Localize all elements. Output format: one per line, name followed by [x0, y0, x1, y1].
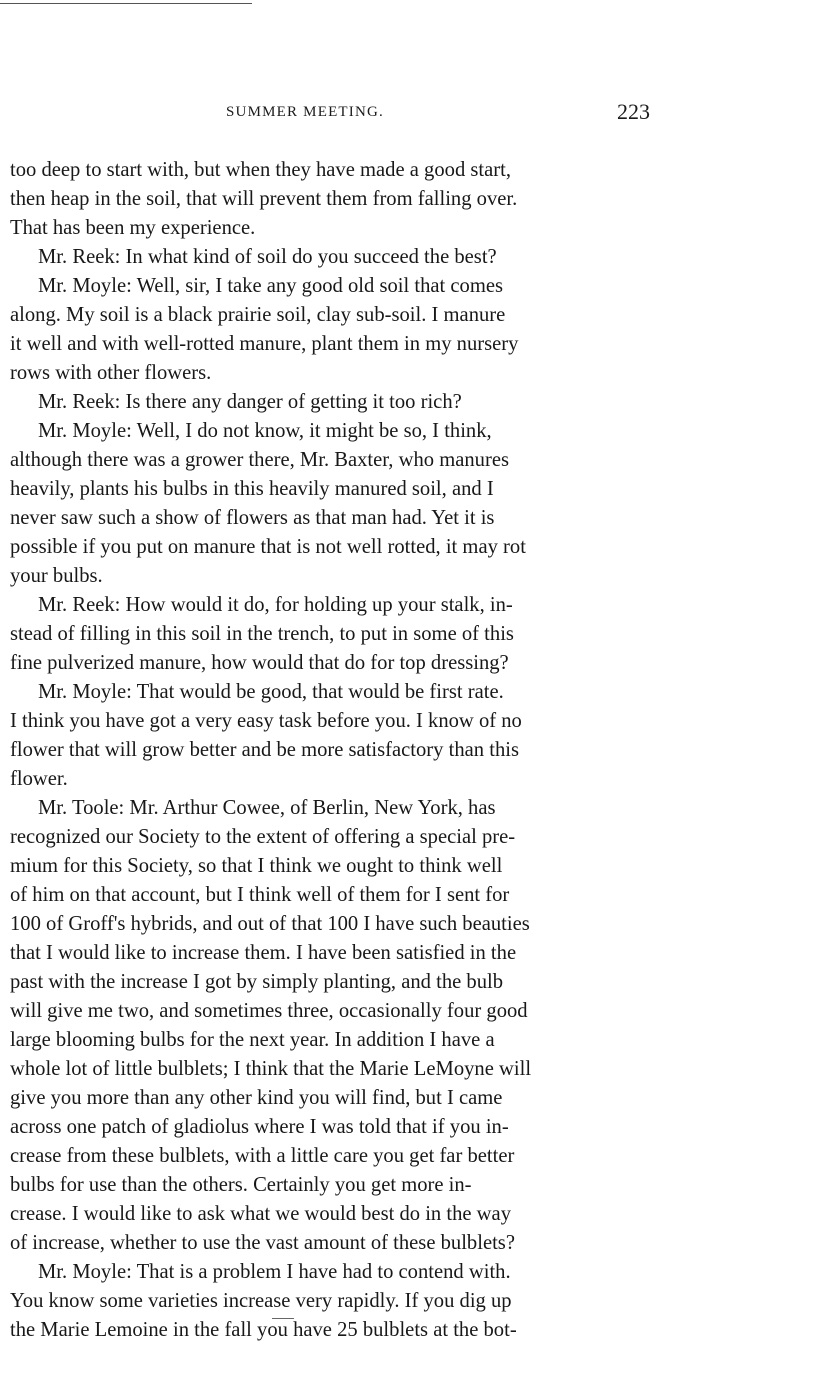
- text-line: heavily, plants his bulbs in this heavily manured soil, and I: [10, 478, 494, 500]
- text-line: mium for this Society, so that I think we ought to think well: [10, 855, 503, 877]
- page-number: 223: [617, 99, 650, 124]
- text-line: of him on that account, but I think well of them for I sent for: [10, 884, 510, 906]
- text-line: bulbs for use than the others. Certainly you get more in-: [10, 1174, 472, 1196]
- text-line: Mr. Reek: Is there any danger of getting it too rich?: [38, 391, 462, 413]
- running-head: SUMMER MEETING.: [226, 104, 385, 120]
- text-line: your bulbs.: [10, 565, 103, 587]
- text-line: possible if you put on manure that is not well rotted, it may rot: [10, 536, 526, 558]
- text-line: stead of filling in this soil in the trench, to put in some of this: [10, 623, 514, 645]
- page-header: [0, 99, 831, 130]
- text-line: Mr. Moyle: That would be good, that would be first rate.: [38, 681, 504, 703]
- text-line: whole lot of little bulblets; I think that the Marie LeMoyne will: [10, 1058, 532, 1080]
- body-text: [10, 156, 670, 1345]
- text-line: that I would like to increase them. I have been satisfied in the: [10, 942, 517, 964]
- text-line: will give me two, and sometimes three, occasionally four good: [10, 1000, 528, 1022]
- text-line: You know some varieties increase very rapidly. If you dig up: [10, 1290, 512, 1312]
- text-line: it well and with well-rotted manure, plant them in my nursery: [10, 333, 519, 355]
- bottom-dash-mark: [272, 1318, 294, 1319]
- text-line: of increase, whether to use the vast amount of these bulblets?: [10, 1232, 515, 1254]
- text-line: give you more than any other kind you will find, but I came: [10, 1087, 503, 1109]
- text-line: never saw such a show of flowers as that man had. Yet it is: [10, 507, 495, 529]
- text-line: across one patch of gladiolus where I was told that if you in-: [10, 1116, 509, 1138]
- text-line: Mr. Moyle: Well, I do not know, it might be so, I think,: [38, 420, 492, 442]
- text-line: Mr. Toole: Mr. Arthur Cowee, of Berlin, New York, has: [38, 797, 496, 819]
- text-line: Mr. Moyle: That is a problem I have had to contend with.: [38, 1261, 511, 1283]
- text-line: Mr. Reek: In what kind of soil do you succeed the best?: [38, 246, 497, 268]
- text-line: crease. I would like to ask what we would best do in the way: [10, 1203, 511, 1225]
- text-line: past with the increase I got by simply planting, and the bulb: [10, 971, 504, 993]
- text-line: along. My soil is a black prairie soil, clay sub-soil. I manure: [10, 304, 506, 326]
- text-line: too deep to start with, but when they have made a good start,: [10, 159, 511, 181]
- text-line: large blooming bulbs for the next year. In addition I have a: [10, 1029, 495, 1051]
- text-line: I think you have got a very easy task before you. I know of no: [10, 710, 522, 732]
- text-line: Mr. Moyle: Well, sir, I take any good old soil that comes: [38, 275, 504, 297]
- text-line: then heap in the soil, that will prevent them from falling over.: [10, 188, 518, 210]
- text-line: flower that will grow better and be more satisfactory than this: [10, 739, 519, 761]
- text-line: rows with other flowers.: [10, 362, 212, 384]
- text-line: although there was a grower there, Mr. Baxter, who manures: [10, 449, 509, 471]
- text-line: recognized our Society to the extent of offering a special pre-: [10, 826, 516, 848]
- text-line: the Marie Lemoine in the fall you have 25 bulblets at the bot-: [10, 1319, 517, 1341]
- text-line: flower.: [10, 768, 68, 790]
- text-line: 100 of Groff's hybrids, and out of that 100 I have such beauties: [10, 913, 530, 935]
- top-edge-rule: [0, 3, 252, 4]
- text-line: fine pulverized manure, how would that do for top dressing?: [10, 652, 509, 674]
- text-line: crease from these bulblets, with a little care you get far better: [10, 1145, 515, 1167]
- text-line: That has been my experience.: [10, 217, 256, 239]
- text-line: Mr. Reek: How would it do, for holding up your stalk, in-: [38, 594, 513, 616]
